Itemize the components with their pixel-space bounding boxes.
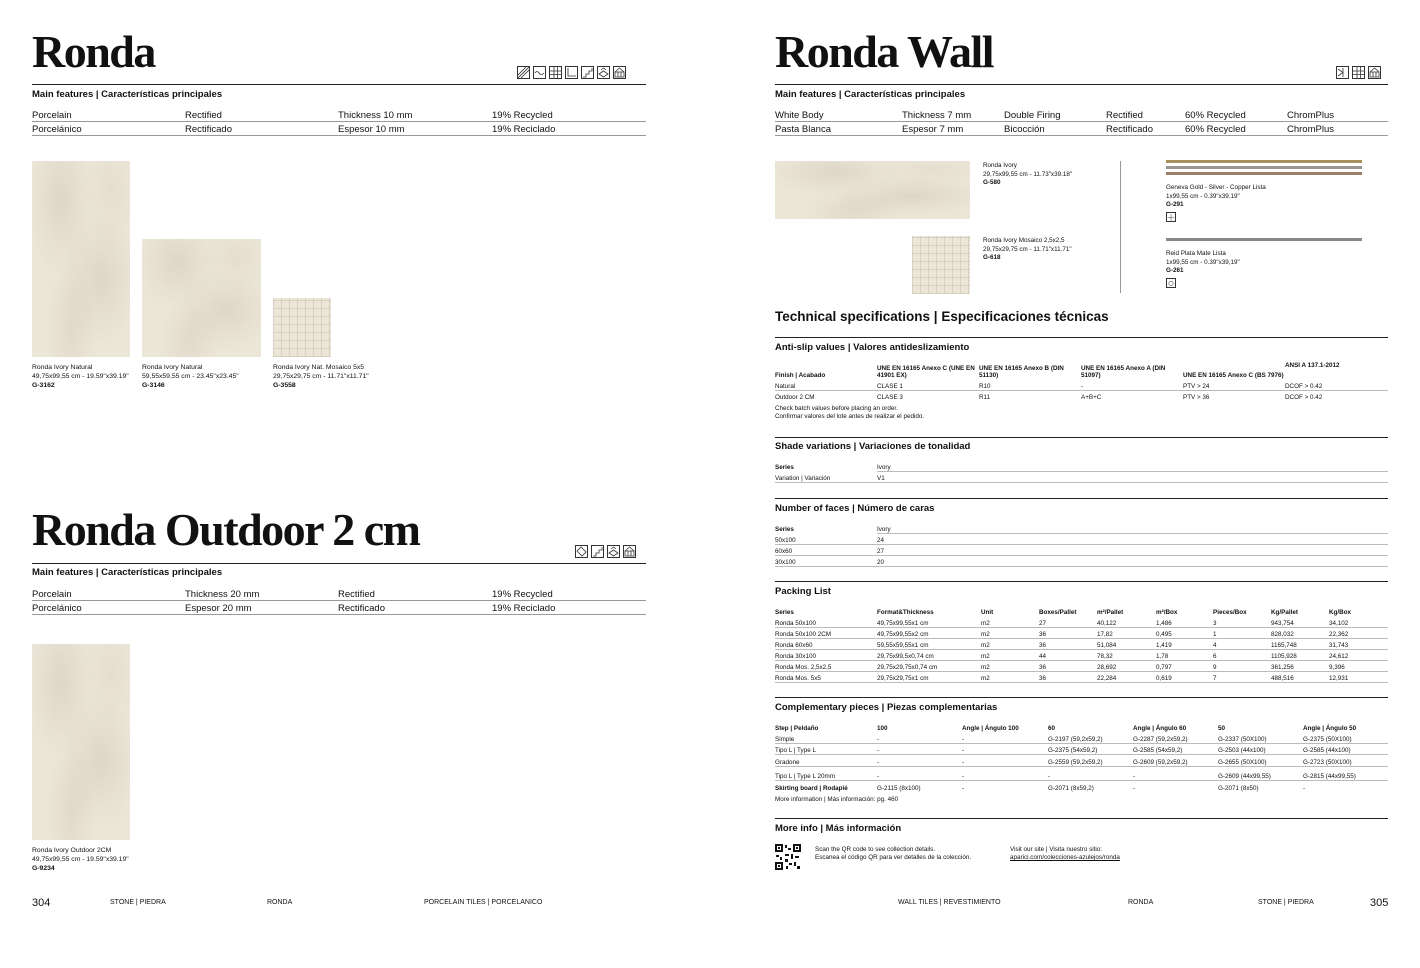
table-row: Skirting board | Rodapié G-2115 (8x100) - G-2071 (8x59,2) - G-2071 (8x50) - bbox=[775, 785, 1306, 792]
outdoor-feature-es: Rectificado bbox=[338, 603, 385, 614]
wall-feature-es: Espesor 7 mm bbox=[902, 124, 964, 135]
wall-feature-es: ChromPlus bbox=[1287, 124, 1334, 135]
wall-feature-es: 60% Recycled bbox=[1185, 124, 1246, 135]
table-row: Tipo L | Type L 20mm - - - - G-2609 (44x99,55) G-2815 (44x99,55) bbox=[775, 766, 1388, 780]
ronda-feature: Thickness 10 mm bbox=[338, 110, 413, 121]
geneva-silver-strip bbox=[1166, 166, 1362, 169]
antislip-icon bbox=[517, 66, 530, 79]
table-row: Ronda 30x100 29,75x99,5x0,74 cm m2 44 78,32 1,78 6 1105,928 24,612 bbox=[775, 649, 1388, 660]
table-row: Ronda 50x100 49,75x99,55x1 cm m2 27 40,122 1,486 3 943,754 34,102 bbox=[775, 616, 1388, 627]
table-row: Gradone - - G-2559 (59,2x59,2) G-2609 (59,2x59,2) G-2655 (50X100) G-2723 (50X100) bbox=[775, 754, 1388, 766]
antislip-heading: Anti-slip values | Valores antideslizamiento bbox=[775, 342, 970, 353]
antislip-note: Check batch values before placing an order. Confirmar valores del lote antes de realizar el pedido. bbox=[775, 405, 925, 420]
tile-caption: Ronda Ivory Natural 49,75x99,55 cm - 19.59"x39.19" G-3162 bbox=[32, 364, 129, 389]
outdoor-feature-es: Porcelánico bbox=[32, 603, 82, 614]
table-row: Ronda Mos. 2,5x2,5 29,75x29,75x0,74 cm m2 36 28,692 0,797 9 361,256 9,396 bbox=[775, 660, 1388, 671]
tile-caption: Ronda Ivory Outdoor 2CM 49,75x99,55 cm - 19.59"x39.19" G-9234 bbox=[32, 847, 129, 872]
page-number: 305 bbox=[1370, 897, 1389, 909]
wall-use-icon bbox=[1166, 278, 1176, 288]
site-link[interactable]: aparici.com/colecciones-azulejos/ronda bbox=[1010, 854, 1120, 861]
outdoor-feature: Porcelain bbox=[32, 589, 72, 600]
table-row: Tipo L | Type L - - G-2375 (54x59,2) G-2585 (54x59,2) G-2503 (44x100) G-2585 (44x100) bbox=[775, 743, 1388, 754]
tile-caption: Ronda Ivory Natural 59,55x59,55 cm - 23.45"x23.45" G-3146 bbox=[142, 364, 239, 389]
ronda-feature-es: 19% Reciclado bbox=[492, 124, 556, 135]
footer-item: RONDA bbox=[1128, 899, 1154, 906]
wall-feature: Rectified bbox=[1106, 110, 1143, 121]
wall-feature: White Body bbox=[775, 110, 824, 121]
outdoor-icon bbox=[607, 545, 620, 558]
outdoor-features-heading: Main features | Características principales bbox=[32, 567, 223, 578]
wall-feature: ChromPlus bbox=[1287, 110, 1334, 121]
packing-table: Series Format&Thickness Unit Boxes/Pallet m²/Pallet m²/Box Pieces/Box Kg/Pallet Kg/Box Ronda 50x100 49,75x99,55x1 cm m2 27 40,122 1,486 3 943,754 34,102 Ronda 50x100 2CM 49,75x99,55x2 cm m2 36 17,82 0,495 1 828,032 22,362 Ronda 60x60 59,55x59,55x1 cm m2 36 51,084 1,419 4 1165,748 31,743 Ronda 30x100 29,75x99,5x0,74 cm m2 44 78,32 1,78 6 1105,928 24,612 Ronda Mos. 2,5x2,5 29,75x29,75x0,74 cm m2 36 28,692 0,797 9 361,256 9,396 Ronda Mos. 5x5 29,75x29,75x1 cm m2 36 22,284 0,619 7 488,516 12,931 bbox=[775, 606, 1388, 683]
wall-usage-icons bbox=[1336, 66, 1381, 79]
wall-feature-es: Rectificado bbox=[1106, 124, 1153, 135]
product-caption: Ronda Ivory 29,75x99,55 cm - 11.73"x39.18" G-580 bbox=[983, 162, 1073, 186]
wall-feature: Thickness 7 mm bbox=[902, 110, 972, 121]
wall-use-icon bbox=[1166, 212, 1176, 222]
wall-features-heading: Main features | Características principales bbox=[775, 89, 966, 100]
antislip-table: Finish | Acabado UNE EN 16165 Anexo C (UNE EN 41901 EX) UNE EN 16165 Anexo B (DIN 51130) UNE EN 16165 Anexo A (DIN 51097) UNE EN 16165 Anexo C (BS 7976) ANSI A 137.1-2012 Natural CLASE 1 R10 - PTV > 24 DCOF > 0.42 Outdoor 2 CM CLASE 3 R11 A+B+C PTV > 36 DCOF > 0.42 bbox=[775, 362, 1388, 401]
outdoor-title: Ronda Outdoor 2 cm bbox=[32, 504, 420, 555]
ronda-wall-title: Ronda Wall bbox=[775, 26, 994, 77]
wall-icon bbox=[1336, 66, 1349, 79]
listelo-caption: Geneva Gold - Silver - Copper Lista 1x99,55 cm - 0.39"x39.19" G-291 bbox=[1166, 184, 1266, 208]
moreinfo-heading: More info | Más información bbox=[775, 823, 902, 834]
footer-item: RONDA bbox=[267, 899, 293, 906]
table-row: Outdoor 2 CM CLASE 3 R11 A+B+C PTV > 36 DCOF > 0.42 bbox=[775, 394, 1323, 401]
outdoor-feature-es: Espesor 20 mm bbox=[185, 603, 252, 614]
footer-item: STONE | PIEDRA bbox=[110, 899, 166, 906]
wall-feature-es: Bicocción bbox=[1004, 124, 1045, 135]
site-info: Visit our site | Visita nuestro sitio: aparici.com/colecciones-azulejos/ronda bbox=[1010, 846, 1120, 861]
table-row: Ronda Mos. 5x5 29,75x29,75x1 cm m2 36 22,284 0,619 7 488,516 12,931 bbox=[775, 671, 1388, 682]
qr-code-icon[interactable] bbox=[775, 844, 801, 870]
wall-feature: 60% Recycled bbox=[1185, 110, 1246, 121]
wall-feature: Double Firing bbox=[1004, 110, 1061, 121]
floor-icon bbox=[565, 66, 578, 79]
outdoor-icon bbox=[597, 66, 610, 79]
footer-item: STONE | PIEDRA bbox=[1258, 899, 1314, 906]
grid-icon bbox=[549, 66, 562, 79]
outdoor-feature-es: 19% Reciclado bbox=[492, 603, 556, 614]
qr-instructions: Scan the QR code to see collection details. Escanea el código QR para ver detalles de la colección. bbox=[815, 846, 972, 861]
ronda-feature: Porcelain bbox=[32, 110, 72, 121]
outdoor-feature: 19% Recycled bbox=[492, 589, 553, 600]
grid-icon bbox=[1352, 66, 1365, 79]
ronda-feature-es: Rectificado bbox=[185, 124, 232, 135]
ronda-features-heading: Main features | Características principales bbox=[32, 89, 223, 100]
table-row: 60x60 27 bbox=[775, 544, 1388, 555]
tile-image-g3162 bbox=[32, 161, 130, 357]
ronda-feature: Rectified bbox=[185, 110, 222, 121]
faces-table: Series Ivory 50x100 24 60x60 27 30x100 20 bbox=[775, 523, 1388, 567]
ronda-feature-es: Espesor 10 mm bbox=[338, 124, 405, 135]
faces-heading: Number of faces | Número de caras bbox=[775, 503, 935, 514]
pavement-icon bbox=[613, 66, 626, 79]
ronda-usage-icons bbox=[517, 66, 626, 79]
outdoor-feature: Thickness 20 mm bbox=[185, 589, 260, 600]
pavement-icon bbox=[623, 545, 636, 558]
tile-image-g9234 bbox=[32, 644, 130, 840]
tile-image-g618 bbox=[912, 236, 970, 294]
stairs-icon bbox=[581, 66, 594, 79]
shade-heading: Shade variations | Variaciones de tonalidad bbox=[775, 441, 971, 452]
tile-image-g3146 bbox=[142, 239, 261, 357]
ronda-feature: 19% Recycled bbox=[492, 110, 553, 121]
page-number: 304 bbox=[32, 897, 51, 909]
antislip-icon bbox=[575, 545, 588, 558]
tech-spec-heading: Technical specifications | Especificaciones técnicas bbox=[775, 309, 1109, 324]
more-information-note: More information | Más información: pg. 460 bbox=[775, 796, 899, 803]
geneva-copper-strip bbox=[1166, 172, 1362, 175]
tile-caption: Ronda Ivory Nat. Mosaico 5x5 29,75x29,75 cm - 11.71"x11.71" G-3558 bbox=[273, 364, 369, 389]
table-row: Ronda 60x60 59,55x59,55x1 cm m2 36 51,084 1,419 4 1165,748 31,743 bbox=[775, 638, 1388, 649]
complementary-heading: Complementary pieces | Piezas complementarias bbox=[775, 702, 998, 713]
stairs-icon bbox=[591, 545, 604, 558]
complementary-table: Step | Peldaño 100 Angle | Ángulo 100 60 Angle | Ángulo 60 50 Angle | Ángulo 50 Simple - - G-2197 (59,2x59,2) G-2287 (59,2x59,2) G-2337 (50X100) G-2375 (50X100) Tipo L | Type L - - G-2375 (54x59,2) G-2585 (54x59,2) G-2503 (44x100) G-2585 (44x100) Gradone - - G-2559 (59,2x59,2) G-2609 (59,2x59,2) G-2655 (50X100) G-2723 (50X100) Tipo L | Type L 20mm - - - - G-2609 (44x99,55) G-2815 (44x99,55) Skirting board | Rodapié G-2115 (8x100) - G-2071 (8x59,2) - G-2071 (8x50) - bbox=[775, 722, 1388, 792]
tile-image-g580 bbox=[775, 161, 970, 219]
table-row: 30x100 20 bbox=[775, 555, 1388, 566]
ronda-feature-es: Porcelánico bbox=[32, 124, 82, 135]
ronda-title: Ronda bbox=[32, 26, 155, 77]
outdoor-feature: Rectified bbox=[338, 589, 375, 600]
pavement-icon bbox=[1368, 66, 1381, 79]
packing-heading: Packing List bbox=[775, 586, 831, 597]
reid-plata-strip bbox=[1166, 238, 1362, 241]
tile-image-g3558 bbox=[273, 298, 331, 357]
footer-item: WALL TILES | REVESTIMIENTO bbox=[898, 899, 1001, 906]
listelo-caption: Reid Plata Mate Lista 1x99,55 cm - 0.39"x39,19" G-261 bbox=[1166, 250, 1240, 274]
outdoor-usage-icons bbox=[575, 545, 636, 558]
table-row: Natural CLASE 1 R10 - PTV > 24 DCOF > 0.42 bbox=[775, 379, 1388, 390]
wall-feature-es: Pasta Blanca bbox=[775, 124, 831, 135]
product-caption: Ronda Ivory Mosaico 2,5x2,5 29,75x29,75 cm - 11.71"x11.71" G-618 bbox=[983, 237, 1072, 261]
table-row: Simple - - G-2197 (59,2x59,2) G-2287 (59,2x59,2) G-2337 (50X100) G-2375 (50X100) bbox=[775, 732, 1388, 743]
wave-icon bbox=[533, 66, 546, 79]
footer-item: PORCELAIN TILES | PORCELANICO bbox=[424, 899, 543, 906]
geneva-gold-strip bbox=[1166, 160, 1362, 163]
table-row: 50x100 24 bbox=[775, 533, 1388, 544]
shade-table: Series Ivory Variation | Variación V1 bbox=[775, 461, 1388, 483]
table-row: Ronda 50x100 2CM 49,75x99,55x2 cm m2 36 17,82 0,495 1 828,032 22,362 bbox=[775, 627, 1388, 638]
